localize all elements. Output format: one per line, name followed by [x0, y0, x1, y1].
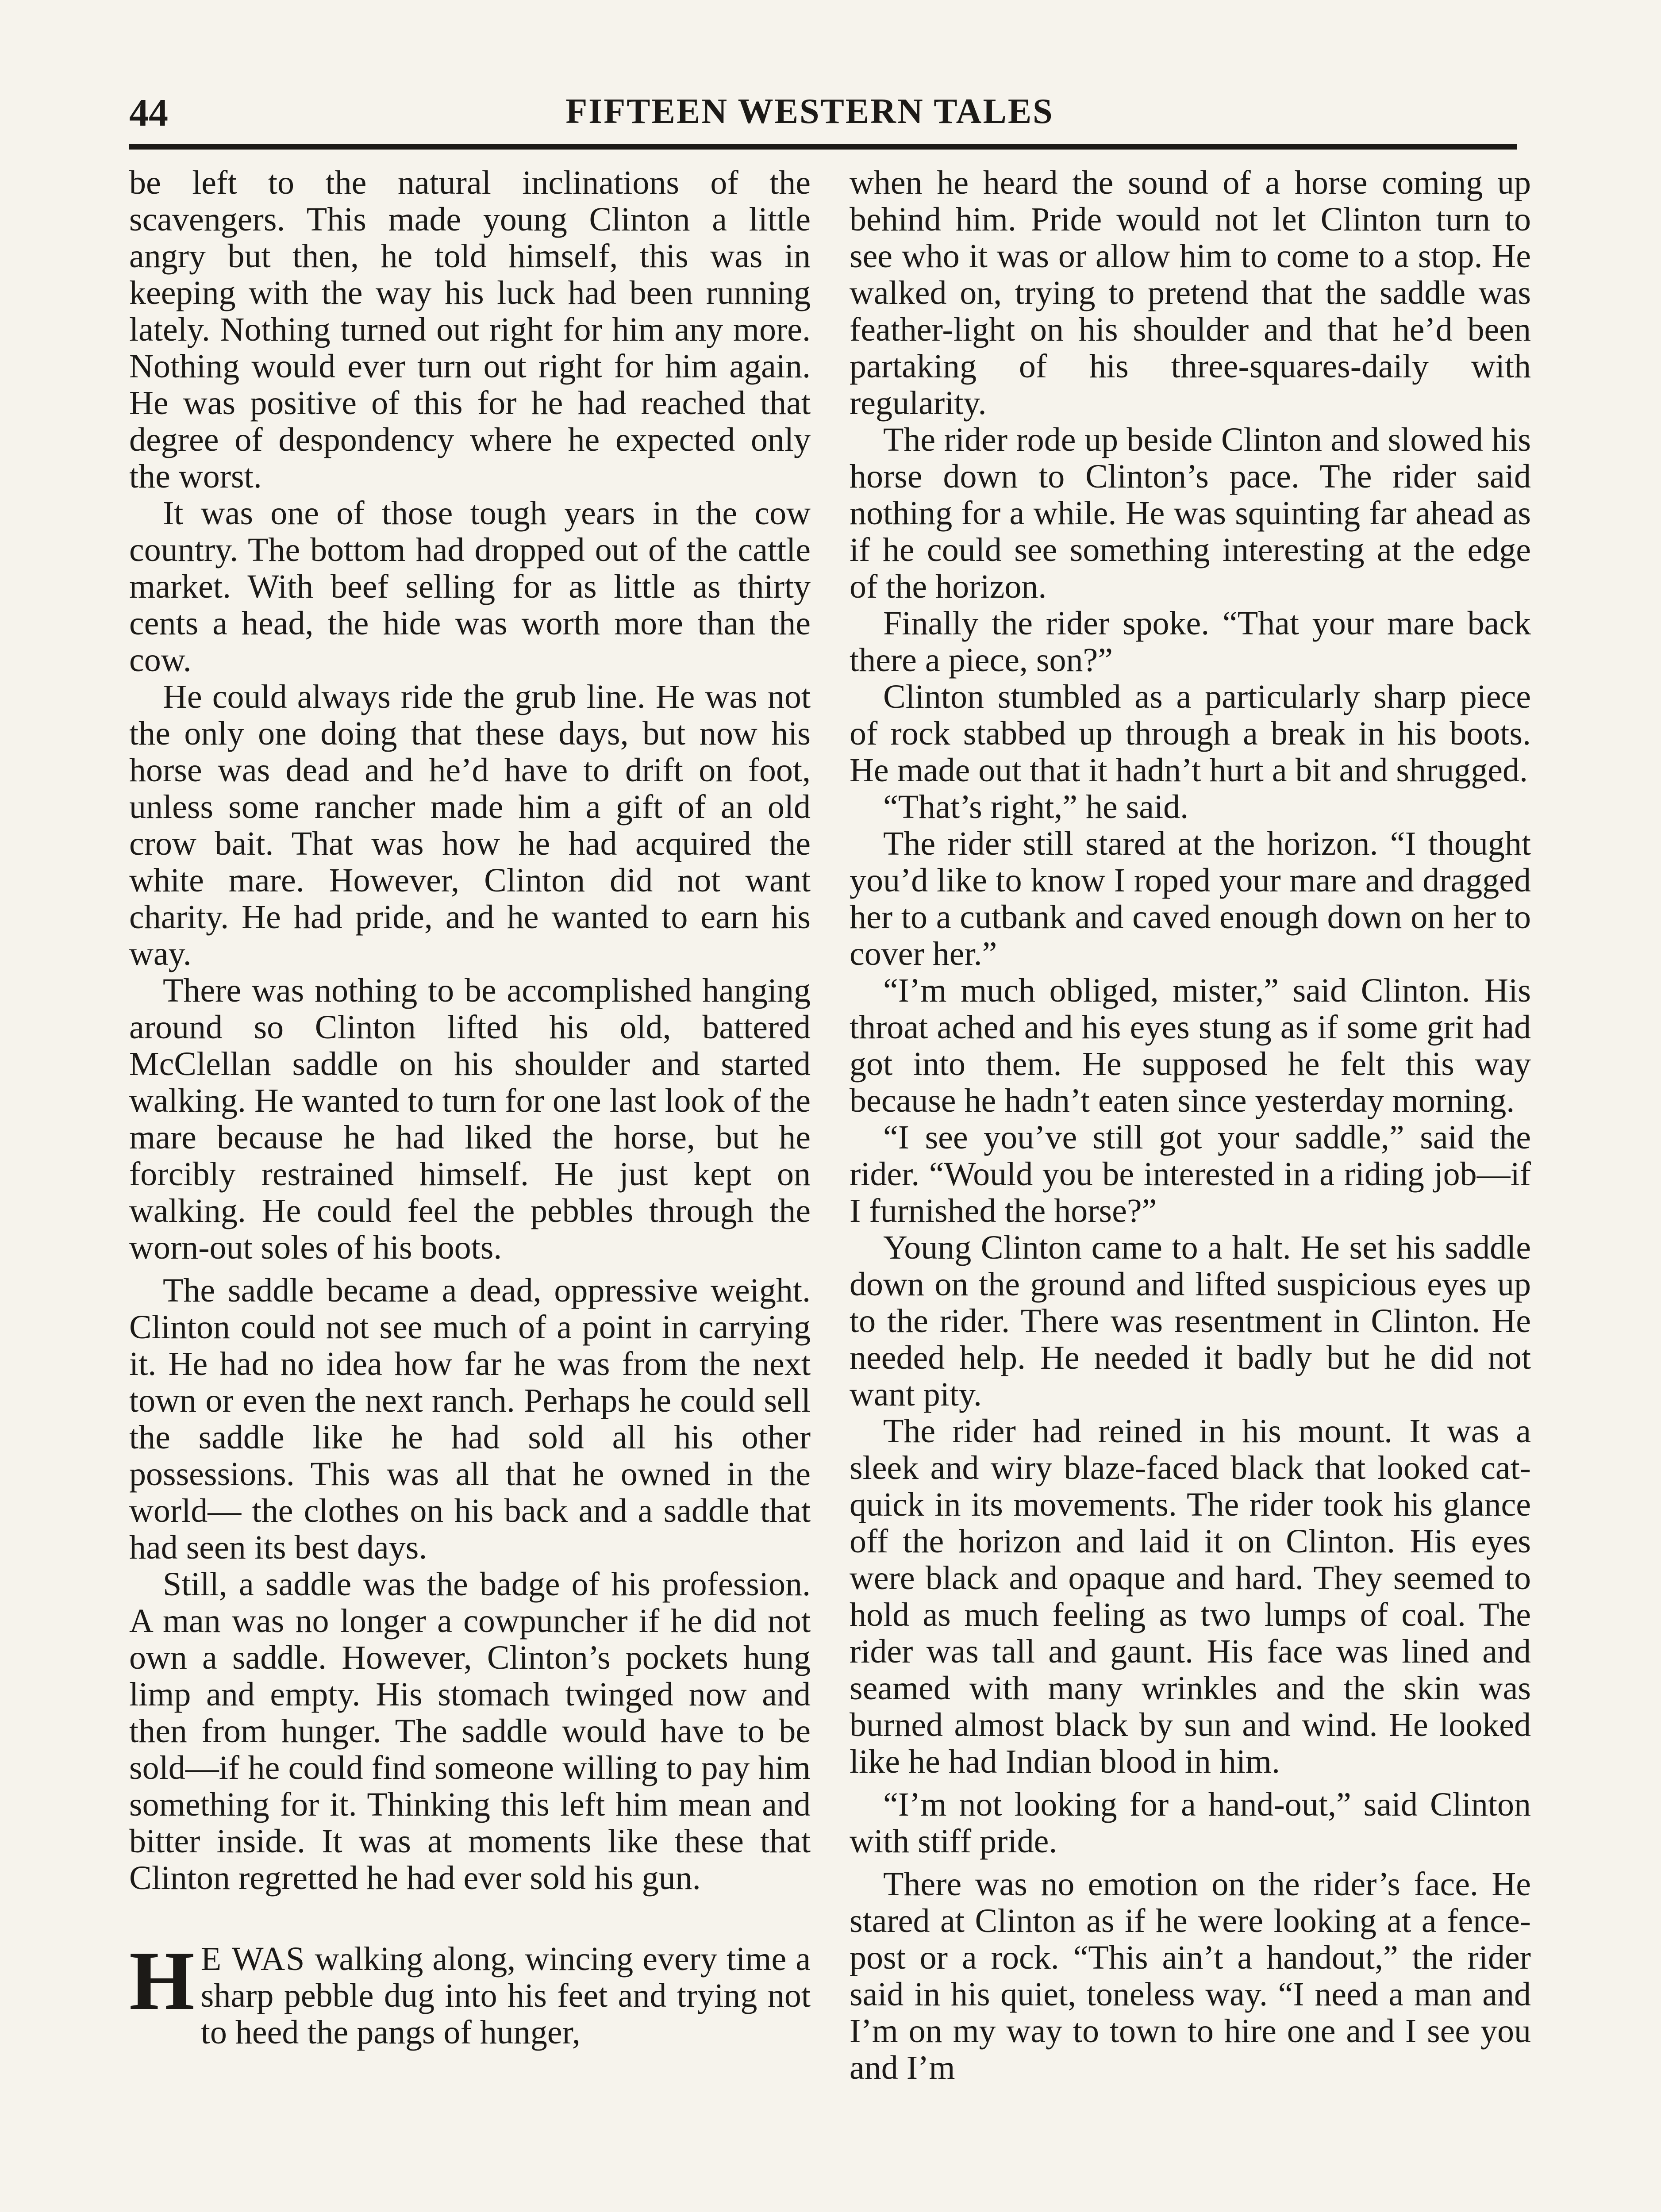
paragraph: The rider had reined in his mount. It was a sleek and wiry blaze-faced black that looked cat-quick in its movements. The rider took his glance off the horizon and laid it on Clinton. His eyes were black and opaque and hard. They seemed to hold as much feeling as two lumps of coal. The rider was tall and gaunt. His face was lined and seamed with many wrinkles and the skin was burned almost black by sun and wind. He looked like he had Indian blood in him. [850, 1413, 1531, 1780]
section-opening-paragraph [129, 1935, 811, 2051]
paragraph: Still, a saddle was the badge of his profession. A man was no longer a cowpuncher if he did not own a saddle. However, Clinton’s pockets hung limp and empty. His stomach twinged now and then from hunger. The saddle would have to be sold—if he could find someone willing to pay him something for it. Thinking this left him mean and bitter inside. It was at moments like these that Clinton regretted he had ever sold his gun. [129, 1566, 811, 1897]
paragraph: be left to the natural inclinations of the scavengers. This made young Clinton a little angry but then, he told himself, this was in keeping with the way his luck had been running lately. Nothing turned out right for him any more. Nothing would ever turn out right for him again. He was positive of this for he had reached that degree of despondency where he expected only the worst. [129, 164, 811, 495]
paragraph: Clinton stumbled as a particularly sharp piece of rock stabbed up through a break in his boots. He made out that it hadn’t hurt a bit and shrugged. [850, 678, 1531, 789]
lead-in-caps: E WAS [200, 1940, 306, 1978]
header-rule [129, 144, 1517, 150]
paragraph: Young Clinton came to a halt. He set his saddle down on the ground and lifted suspicious eyes up to the rider. There was resentment in Clinton. He needed help. He needed it badly but he did not want pity. [850, 1229, 1531, 1413]
paragraph: The rider still stared at the horizon. “I thought you’d like to know I roped your mare and dragged her to a cutbank and caved enough down on her to cover her.” [850, 825, 1531, 972]
paragraph: “I’m much obliged, mister,” said Clinton. His throat ached and his eyes stung as if some grit had got into them. He supposed he felt this way because he hadn’t eaten since yesterday morning. [850, 972, 1531, 1119]
right-column [850, 165, 1531, 2086]
paragraph: The saddle became a dead, oppressive weight. Clinton could not see much of a point in carrying it. He had no idea how far he was from the next town or even the next ranch. Perhaps he could sell the saddle like he had sold all his other possessions. This was all that he owned in the world— the clothes on his back and a saddle that had seen its best days. [129, 1272, 811, 1566]
paragraph: He could always ride the grub line. He was not the only one doing that these days, but now his horse was dead and he’d have to drift on foot, unless some rancher made him a gift of an old crow bait. That was how he had acquired the white mare. However, Clinton did not want charity. He had pride, and he wanted to earn his way. [129, 678, 811, 972]
paragraph: The rider rode up beside Clinton and slowed his horse down to Clinton’s pace. The rider said nothing for a while. He was squinting far ahead as if he could see something interesting at the edge of the horizon. [850, 421, 1531, 605]
paragraph: It was one of those tough years in the cow country. The bottom had dropped out of the cattle market. With beef selling for as little as thirty cents a head, the hide was worth more than the cow. [129, 495, 811, 679]
section-opening-text: walking along, wincing every time a sharp pebble dug into his feet and trying not to heed the pangs of hunger, [200, 1940, 811, 2051]
paragraph: “I’m not looking for a hand-out,” said Clinton with stiff pride. [850, 1786, 1531, 1860]
paragraph: “I see you’ve still got your saddle,” said the rider. “Would you be interested in a riding job—if I furnished the horse?” [850, 1119, 1531, 1229]
paragraph: There was nothing to be accomplished hanging around so Clinton lifted his old, battered McClellan saddle on his shoulder and started walking. He wanted to turn for one last look of the mare because he had liked the horse, but he forcibly restrained himself. He just kept on walking. He could feel the pebbles through the worn-out soles of his boots. [129, 972, 811, 1266]
paragraph: Finally the rider spoke. “That your mare back there a piece, son?” [850, 605, 1531, 679]
running-title: FIFTEEN WESTERN TALES [565, 92, 1054, 131]
paragraph: when he heard the sound of a horse coming up behind him. Pride would not let Clinton turn to see who it was or allow him to come to a stop. He walked on, trying to pretend that the saddle was feather-light on his shoulder and that he’d been partaking of his three-squares-daily with regularity. [850, 164, 1531, 422]
page-number: 44 [129, 92, 168, 134]
paragraph: “That’s right,” he said. [883, 788, 1189, 826]
drop-cap: H [129, 1935, 195, 2028]
left-column [129, 165, 811, 2051]
paragraph: There was no emotion on the rider’s face. He stared at Clinton as if he were looking at a fence-post or a rock. “This ain’t a handout,” the rider said in his quiet, toneless way. “I need a man and I’m on my way to town to hire one and I see you and I’m [850, 1866, 1531, 2086]
